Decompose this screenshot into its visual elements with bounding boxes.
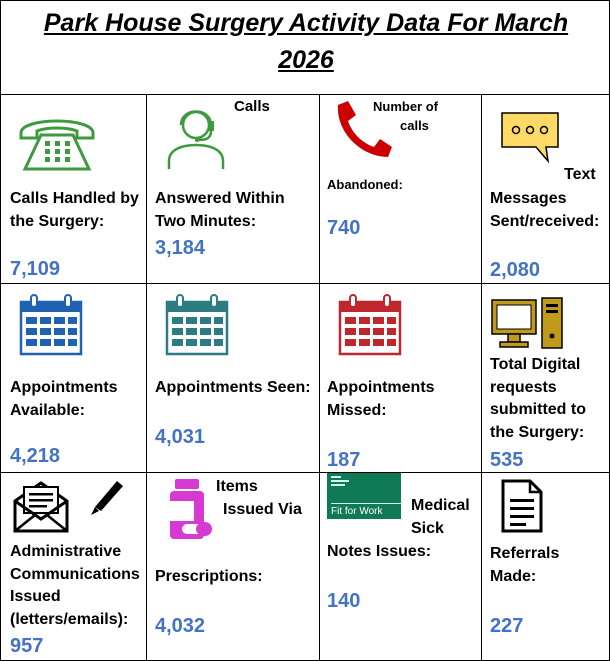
abandoned-value: 740: [327, 217, 361, 239]
calls-handled-label-1: Calls Handled by: [10, 190, 139, 207]
document-icon: [500, 479, 544, 533]
prescriptions-caption-1: Items: [216, 478, 258, 495]
prescriptions-cell: [147, 473, 320, 661]
referrals-label-2: Made:: [490, 568, 537, 585]
referrals-cell: [482, 473, 610, 661]
abandoned-cell: [320, 95, 482, 284]
text-label-1: Messages: [490, 190, 567, 207]
answered-caption: Calls: [234, 98, 270, 115]
sick-notes-cell: [320, 473, 482, 661]
appts-seen-label: Appointments Seen:: [155, 379, 311, 396]
appts-seen-value: 4,031: [155, 426, 206, 448]
text-messages-cell: [482, 95, 610, 284]
appts-missed-label-1: Appointments: [327, 379, 435, 396]
page-title: [1, 5, 610, 79]
prescriptions-caption-2: Issued Via: [223, 501, 302, 518]
calls-handled-label-2: the Surgery:: [10, 213, 105, 230]
appts-available-value: 4,218: [10, 445, 61, 467]
admin-communications-cell: [1, 473, 147, 661]
answered-label-1: Answered Within: [155, 190, 285, 207]
fit-note-icon: [327, 473, 401, 519]
appts-missed-value: 187: [327, 449, 361, 471]
calls-handled-value: 7,109: [10, 258, 61, 280]
referrals-label-1: Referrals: [490, 545, 560, 562]
digital-label-1: Total Digital: [490, 356, 581, 373]
abandoned-caption-1: Number of: [373, 99, 438, 114]
text-caption: Text: [564, 166, 596, 183]
appts-available-label-2: Available:: [10, 402, 85, 419]
answered-value: 3,184: [155, 237, 206, 259]
calendar-icon: [338, 292, 402, 356]
chat-bubble-icon: [500, 111, 562, 165]
computer-icon: [490, 296, 566, 352]
appts-missed-label-2: Missed:: [327, 402, 387, 419]
prescriptions-value: 4,032: [155, 615, 206, 637]
answered-cell: [147, 95, 320, 284]
appts-available-label-1: Appointments: [10, 379, 118, 396]
abandoned-caption-2: calls: [400, 118, 429, 133]
text-label-2: Sent/received:: [490, 213, 600, 230]
admin-value: 957: [10, 635, 44, 657]
digital-label-4: the Surgery:: [490, 424, 585, 441]
appointments-available-cell: [1, 284, 147, 473]
telephone-icon: [15, 111, 99, 173]
admin-label-1: Administrative: [10, 543, 122, 560]
admin-label-4: (letters/emails):: [10, 611, 129, 628]
appointments-seen-cell: [147, 284, 320, 473]
sick-notes-label: Notes Issues:: [327, 543, 432, 560]
title-box: [1, 1, 610, 95]
calls-handled-cell: [1, 95, 147, 284]
sick-notes-value: 140: [327, 590, 361, 612]
title-line-1: Park House Surgery Activity Data For March: [43, 9, 569, 37]
abandoned-label: Abandoned:: [327, 177, 403, 192]
digital-value: 535: [490, 449, 524, 471]
digital-requests-cell: [482, 284, 610, 473]
sick-notes-caption-2: Sick: [411, 520, 444, 537]
digital-label-2: requests: [490, 379, 557, 396]
envelope-pen-icon: [11, 475, 129, 533]
admin-label-2: Communications: [10, 566, 140, 583]
referrals-value: 227: [490, 615, 524, 637]
sick-notes-caption-1: Medical: [411, 497, 470, 514]
digital-label-3: submitted to: [490, 401, 586, 418]
appointments-missed-cell: [320, 284, 482, 473]
title-line-2: 2026: [278, 46, 334, 74]
answered-label-2: Two Minutes:: [155, 213, 257, 230]
pill-bottle-icon: [165, 477, 215, 543]
admin-label-3: Issued: [10, 588, 61, 605]
calendar-icon: [165, 292, 229, 356]
text-value: 2,080: [490, 259, 541, 281]
headset-agent-icon: [165, 103, 227, 171]
prescriptions-label: Prescriptions:: [155, 568, 263, 585]
fit-note-badge: Fit for Work: [331, 506, 383, 517]
calendar-icon: [19, 292, 83, 356]
